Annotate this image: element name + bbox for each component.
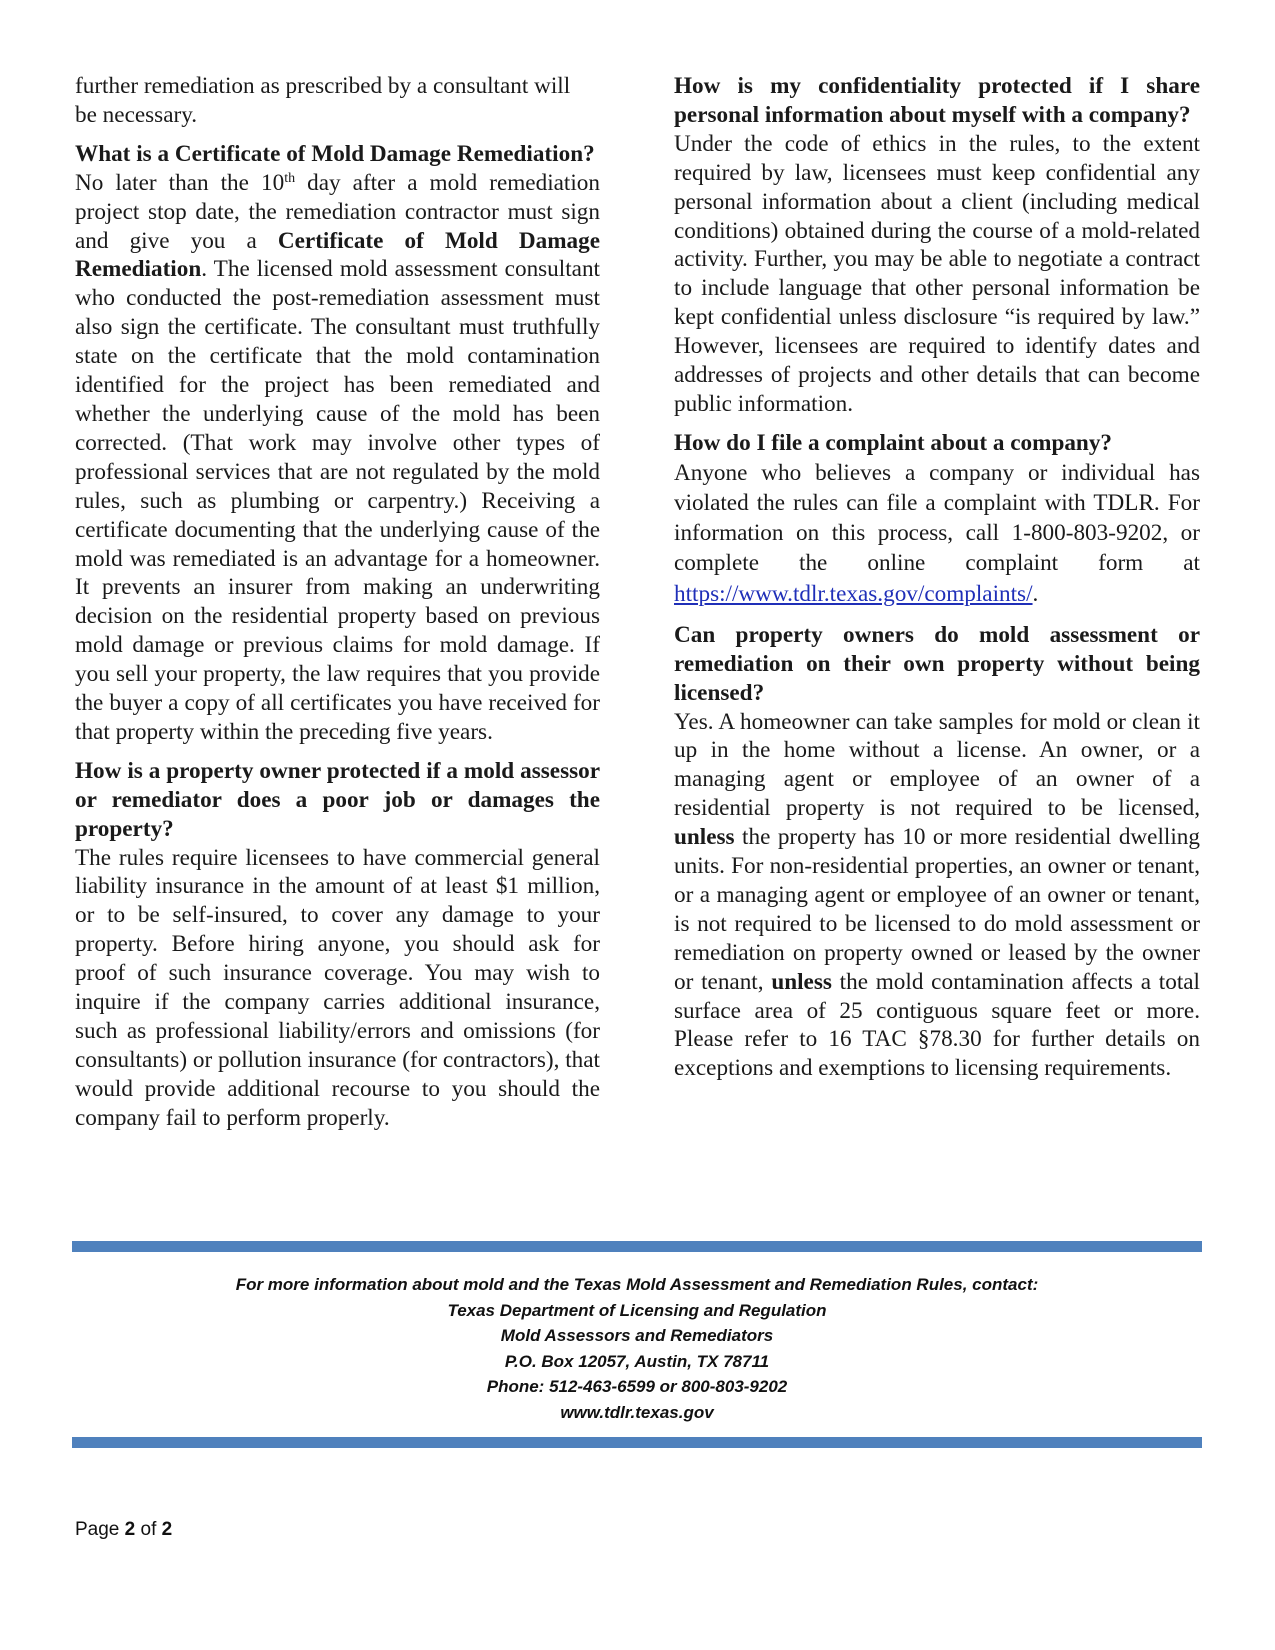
certificate-heading: What is a Certificate of Mold Damage Remediation?	[75, 140, 595, 167]
footer-divider-bottom	[72, 1437, 1202, 1448]
contact-intro: For more information about mold and the Texas Mold Assessment and Remediation Rules, contact:	[235, 1275, 1039, 1294]
contact-program: Mold Assessors and Remediators	[500, 1326, 774, 1346]
protection-body: The rules require licensees to have commercial general liability insurance in the amount of at least $1 million, or to be self-insured, to cover any damage to your property. Before hiring anyone, you should ask for proof of such insurance coverage. You may wish to inquire if the company carries additional insurance, such as professional liability/errors and omissions (for consultants) or pollution insurance (for contractors), that would provide additional recourse to you should the company fail to perform properly.	[75, 844, 600, 1131]
left-column	[75, 72, 600, 1143]
complaint-body: Anyone who believes a company or individual has violated the rules can file a complaint with TDLR. For information on this process, call 1-800-803-9202, or complete the online complaint form at https://www.tdlr.texas.gov/complaints/.	[674, 459, 1200, 607]
complaints-link[interactable]: https://www.tdlr.texas.gov/complaints/	[674, 580, 1033, 607]
footer-divider-top	[72, 1241, 1202, 1252]
owners-body: Yes. A homeowner can take samples for mold or clean it up in the home without a license. An owner, or a managing agent or employee of an owner of a residential property is not required to be licensed, unless the property has 10 or more residential dwelling units. For non-residential properties, an owner or tenant, or a managing agent or employee of an owner or tenant, is not required to be licensed to do mold assessment or remediation on property owned or leased by the owner or tenant, unless the mold contamination affects a total surface area of 25 contiguous square feet or more. Please refer to 16 TAC §78.30 for further details on exceptions and exemptions to licensing requirements.	[674, 708, 1200, 1082]
complaint-heading: How do I file a complaint about a company?	[674, 429, 1113, 456]
contact-phone: Phone: 512-463-6599 or 800-803-9202	[486, 1377, 788, 1397]
confidentiality-section	[674, 72, 1200, 419]
confidentiality-heading: How is my confidentiality protected if I share personal information about myself with a company?	[674, 73, 1200, 128]
protection-section	[75, 757, 600, 1133]
confidentiality-body: Under the code of ethics in the rules, to the extent required by law, licensees must keep confidential any personal information about a client (including medical conditions) obtained during the course of a mold-related activity. Further, you may be able to negotiate a contract to include language that other personal information be kept confidential unless disclosure “is required by law.” However, licensees are required to identify dates and addresses of projects and other details that can become public information.	[674, 130, 1200, 417]
contact-block	[72, 1272, 1202, 1426]
right-column	[674, 72, 1200, 1093]
contact-agency: Texas Department of Licensing and Regulation	[447, 1300, 827, 1320]
protection-heading: How is a property owner protected if a mold assessor or remediator does a poor job or damages the property?	[75, 757, 600, 842]
intro-text: further remediation as prescribed by a consultant will be necessary.	[75, 73, 571, 128]
contact-website: www.tdlr.texas.gov	[560, 1402, 714, 1422]
complaint-section	[674, 429, 1200, 609]
contact-address: P.O. Box 12057, Austin, TX 78711	[504, 1351, 770, 1371]
owners-section	[674, 621, 1200, 1084]
page-number: Page 2 of 2	[75, 1519, 173, 1540]
owners-heading: Can property owners do mold assessment or remediation on their own property without being licensed?	[674, 621, 1200, 706]
certificate-section	[75, 140, 600, 747]
certificate-body: No later than the 10th day after a mold remediation project stop date, the remediation contractor must sign and give you a Certificate of Mold Damage Remediation. The licensed mold assessment consultant who conducted the post-remediation assessment must also sign the certificate. The consultant must truthfully state on the certificate that the mold contamination identified for the project has been remediated and whether the underlying cause of the mold has been corrected. (That work may involve other types of professional services that are not regulated by the mold rules, such as plumbing or carpentry.) Receiving a certificate documenting that the underlying cause of the mold was remediated is an advantage for a homeowner. It prevents an insurer from making an underwriting decision on the residential property based on previous mold damage or previous claims for mold damage. If you sell your property, the law requires that you provide the buyer a copy of all certificates you have received for that property within the preceding five years.	[75, 169, 600, 745]
intro-continuation	[75, 72, 600, 130]
